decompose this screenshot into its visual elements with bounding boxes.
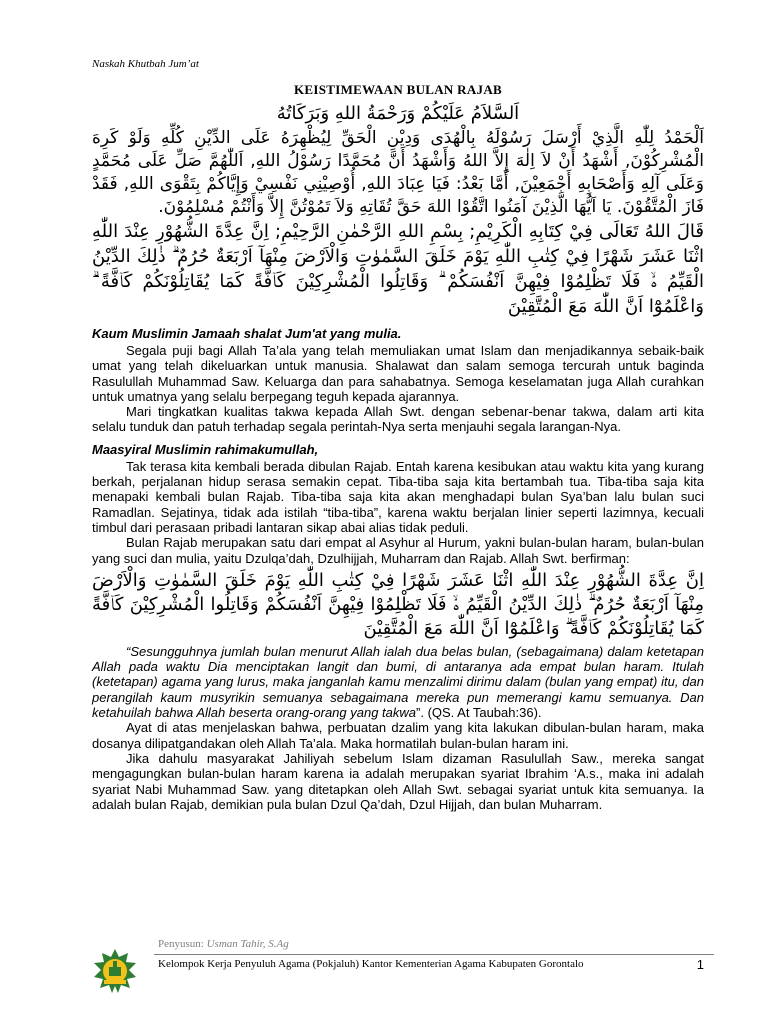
arabic-muqaddimah: اَلْحَمْدُ لِلّٰهِ الَّذِيْ أَرْسَلَ رَسُوْلَهُ بِالْهُدَى وَدِيْنِ الْحَقِّ لِيُظْهِرَهُ عَلَى الدِّيْنِ كُلِّهِ وَلَوْ كَرِهَ الْمُشْرِكُوْنَ, أَشْهَدُ أَنْ لاَ اِلٰهَ إِلاَّ اللهُ وَأَشْهَدُ أَنَّ مُحَمَّدًا رَسُوْلُ اللهِ, اَللّٰهُمَّ صَلِّ عَلَى مُحَمَّدٍ وَعَلَى آلِهِ وَأَصْحَابِهِ أَجْمَعِيْنَ, أَمَّا بَعْدُ: فَيَا عِبَادَ اللهِ, أُوْصِيْنِي نَفْسِيْ وَإِيَّاكُمْ بِتَقْوَى اللهِ, فَقَدْ فَازَ الْمُتَّقُوْنَ. يَا اَيُّهَا الَّذِيْنَ آمَنُوا اتَّقُوْا اللهَ حَقَّ تُقَاتِهِ وَلاَ تَمُوْتُنَّ إِلاَّ وَأَنْتُمْ مُسْلِمُوْنَ. [92,128,704,217]
footer-divider [154,954,714,955]
section-heading-2: Maasyiral Muslimin rahimakumullah, [92,441,319,457]
paragraph: Mari tingkatkan kualitas takwa kepada Allah Swt. dengan sebenar-benar takwa, dalam arti kita selalu tunduk dan patuh terhadap segala perintah-Nya serta menjauhi segala larangan-Nya. [92,404,704,435]
kemenag-logo-icon [92,948,138,994]
page-footer [92,938,704,972]
quran-reference: ”. (QS. At Taubah:36). [416,705,542,721]
office-name: Kelompok Kerja Penyuluh Agama (Pokjaluh) Kantor Kementerian Agama Kabupaten Gorontalo [158,958,584,970]
paragraph: Jika dahulu masyarakat Jahiliyah sebelum Islam dizaman Rasulullah Saw., mereka sangat mengagungkan bulan-bulan haram karena ia adalah merupakan syariat Ibrahim ‘A.s., maka ini adalah syariat Nabi Muhammad Saw. yang ditetapkan oleh Allah Swt. sebagai syariat untuk kita semuanya. Ia adalah bulan Rajab, demikian pula bulan Dzul Qa’dah, Dzul Hijjah, dan bulan Muharram. [92,750,704,812]
author-name: Usman Tahir, S.Ag [206,938,289,950]
author-line [158,938,704,950]
page-number: 1 [696,957,704,972]
paragraph: Segala puji bagi Allah Ta’ala yang telah memuliakan umat Islam dan menjadikannya sebaik-baik umat yang telah dikeluarkan untuk manusia. Shalawat dan salam semoga tercurah untuk baginda Rasulullah Muhammad Saw. Keluarga dan para sahabatnya. Semoga keselamatan juga Allah curahkan untuk umatnya yang selalu berpegang teguh kepada ajarannya. [92,343,704,404]
author-label: Penyusun: [158,938,207,950]
paragraph: Bulan Rajab merupakan satu dari empat al Asyhur al Hurum, yakni bulan-bulan haram, bulan-bulan yang suci dan mulia, yaitu Dzulqa’dah, Dzulhijjah, Muharram dan Rajab. Allah Swt. berfirman: [92,535,704,566]
paragraph: Tak terasa kita kembali berada dibulan Rajab. Entah karena kesibukan atau waktu kita yang kurang berkah, perjalanan hidup serasa semakin cepat. Tiba-tiba saja kita bertambah tua. Tiba-tiba saja kita menapaki kembali bulan Rajab. Tiba-tiba saja kita akan menghadapi bulan Sya’ban lalu bulan suci Ramadlan. Sejatinya, tidak ada istilah “tiba-tiba”, karena waktu berjalan linier seperti lazimnya, kecuali timbul dari perasaan pribadi lantaran sikap abai alias tidak peduli. [92,458,704,535]
section-heading-1: Kaum Muslimin Jamaah shalat Jum'at yang mulia. [92,326,402,341]
translation-text: “Sesungguhnya jumlah bulan menurut Allah ialah dua belas bulan, (sebagaimana) dalam ketetapan Allah pada waktu Dia menciptakan langit dan bumi, di antaranya ada empat bulan haram. Itulah (ketetapan) agama yang lurus, maka janganlah kamu menzalimi dirimu dalam (bulan yang empat) itu, dan perangilah kaum musyrikin semuanya sebagaimana mereka pun memerangi kamu semuanya. Dan ketahuilah bahwa Allah beserta orang-orang yang takwa [92,643,704,721]
arabic-salam: اَلسَّلاَمُ عَلَيْكُمْ وَرَحْمَةُ اللهِ وَبَرَكَاتُهُ [276,103,520,124]
arabic-ayat-quote: اِنَّ عِدَّةَ الشُّهُوْرِ عِنْدَ اللّٰهِ اثْنَا عَشَرَ شَهْرًا فِيْ كِتٰبِ اللّٰهِ يَوْمَ خَلَقَ السَّمٰوٰتِ وَالْاَرْضَ مِنْهَآ اَرْبَعَةٌ حُرُمٌ ۗ ذٰلِكَ الدِّيْنُ الْقَيِّمُ ەۙ فَلَا تَظْلِمُوْا فِيْهِنَّ اَنْفُسَكُمْ وَقَاتِلُوا الْمُشْرِكِيْنَ كَاۤفَّةً كَمَا يُقَاتِلُوْنَكُمْ كَاۤفَّةً ۗ وَاعْلَمُوْٓا اَنَّ اللّٰهَ مَعَ الْمُتَّقِيْنَ [92,569,704,639]
paragraph: Ayat di atas menjelaskan bahwa, perbuatan dzalim yang kita lakukan dibulan-bulan haram, maka dosanya dilipatgandakan oleh Allah Ta’ala. Maka hormatilah bulan-bulan haram ini. [92,720,704,751]
header-label: Naskah Khutbah Jum’at [92,58,199,70]
translation-paragraph [92,644,704,720]
arabic-ayat: قَالَ اللهُ تَعَالَى فِيْ كِتَابِهِ الْكَرِيْمِ; بِسْمِ اللهِ الرَّحْمٰنِ الرَّحِيْمِ; اِنَّ عِدَّةَ الشُّهُوْرِ عِنْدَ اللّٰهِ اثْنَا عَشَرَ شَهْرًا فِيْ كِتٰبِ اللّٰهِ يَوْمَ خَلَقَ السَّمٰوٰتِ وَالْاَرْضَ مِنْهَآ اَرْبَعَةٌ حُرُمٌ ۗ ذٰلِكَ الدِّيْنُ الْقَيِّمُ ەۙ فَلَا تَظْلِمُوْا فِيْهِنَّ اَنْفُسَكُمْ ۗ وَقَاتِلُوا الْمُشْرِكِيْنَ كَاۤفَّةً كَمَا يُقَاتِلُوْنَكُمْ كَاۤفَّةً ۗ وَاعْلَمُوْٓا اَنَّ اللّٰهَ مَعَ الْمُتَّقِيْنَ [92,221,704,317]
document-page [92,58,704,812]
page-title: KEISTIMEWAAN BULAN RAJAB [293,82,502,97]
